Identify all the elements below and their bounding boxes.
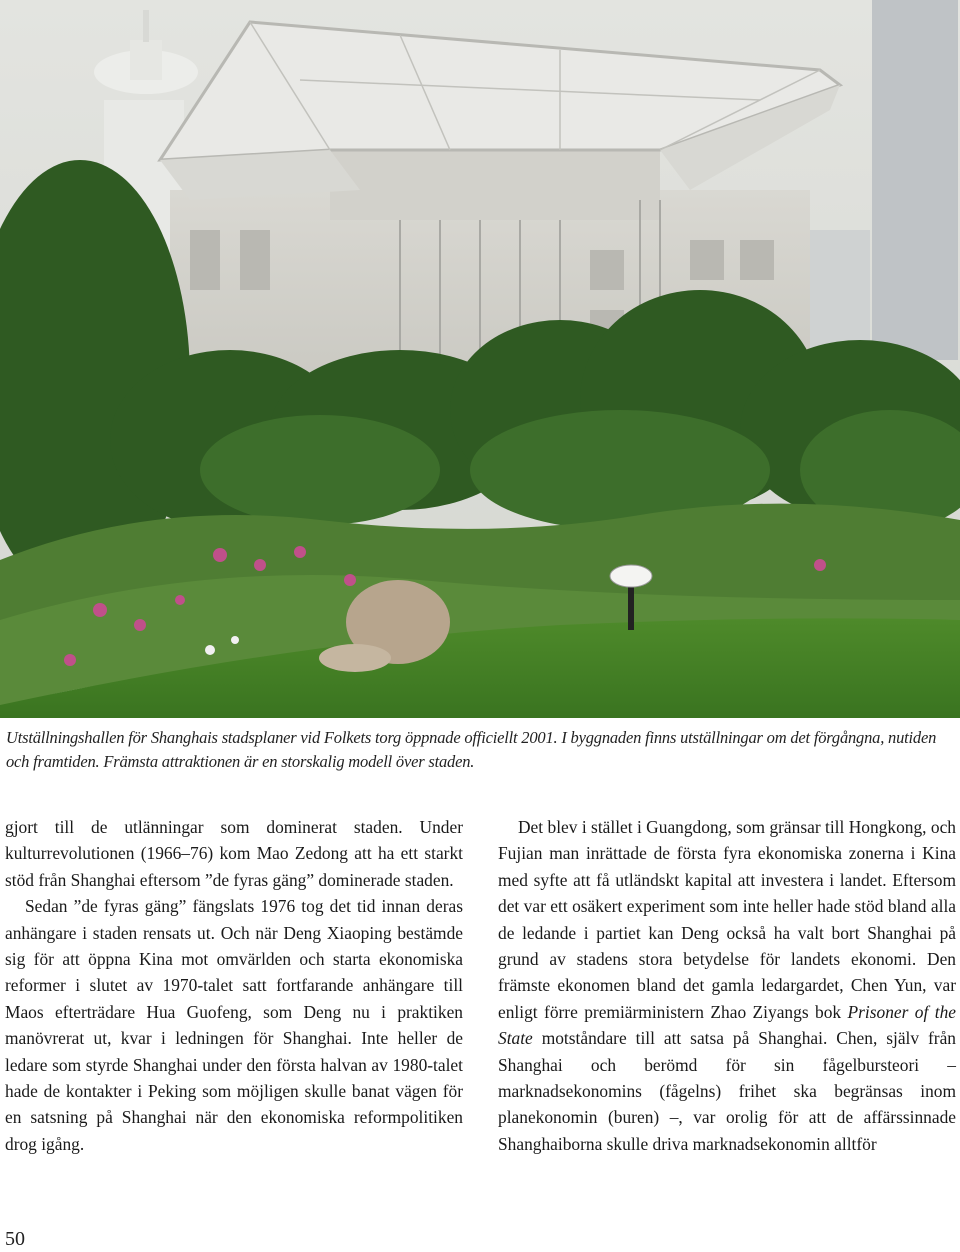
book-title: Prisoner of the State bbox=[498, 1001, 956, 1049]
paragraph: Sedan ”de fyras gäng” fängslats 1976 tog det tid innan deras anhängare i staden rensats ut. Och när Deng Xiaoping bestämde sig för att öppna Kina mot omvärlden och starta ekonomiska reformer i slutet av 1970-talet satt fortfarande anhängare till Maos efterträdare Hua Guofeng, som Deng nu i praktiken manövrerat ut, kvar i ledningen för Shanghai. Inte heller de ledare som styrde Shanghai under den första halvan av 1980-talet hade de kontakter i Peking som möjligen skulle banat vägen för en satsning på Shanghai när den ekonomiska reformpolitiken drog igång. bbox=[5, 896, 463, 1154]
paragraph-text: motståndare till att satsa på Shanghai. Chen, själv från Shanghai och berömd för sin fågelbursteori – marknadsekonomins (fågelns) frihet ska begränsas inom planekonomin (buren) –, var orolig för att de affärssinnade Shanghaiborna skulle driva marknadsekonomin alltför bbox=[498, 1028, 956, 1154]
page-number: 50 bbox=[5, 1228, 25, 1250]
photo-caption: Utställningshallen för Shanghais stadsplaner vid Folkets torg öppnade officiellt 2001. I byggnaden finns utställningar om det förgångna, nutiden och framtiden. Främsta attraktionen är en storskalig modell över staden. bbox=[6, 728, 937, 771]
left-column bbox=[5, 814, 463, 1157]
paragraph: gjort till de utlänningar som dominerat staden. Under kulturrevolutionen (1966–76) kom Mao Zedong att ha ett starkt stöd från Shanghai eftersom ”de fyras gäng” dominerade staden. bbox=[5, 817, 463, 890]
right-column bbox=[498, 814, 956, 1157]
paragraph-text: Det blev i stället i Guangdong, som gränsar till Hongkong, och Fujian man inrättade de första fyra ekonomiska zonerna i Kina med syfte att få utländskt kapital att investera i landet. Eftersom det var ett osäkert experiment som inte heller hade stöd bland alla de ledande i partiet kan Deng också ha valt bort Shanghai på grund av stadens stora betydelse för landets ekonomi. Den främste ekonomen bland det gamla ledargardet, Chen Yun, var enligt förre premiärministern Zhao Ziyangs bok bbox=[498, 817, 956, 1022]
paragraph bbox=[498, 814, 956, 1157]
